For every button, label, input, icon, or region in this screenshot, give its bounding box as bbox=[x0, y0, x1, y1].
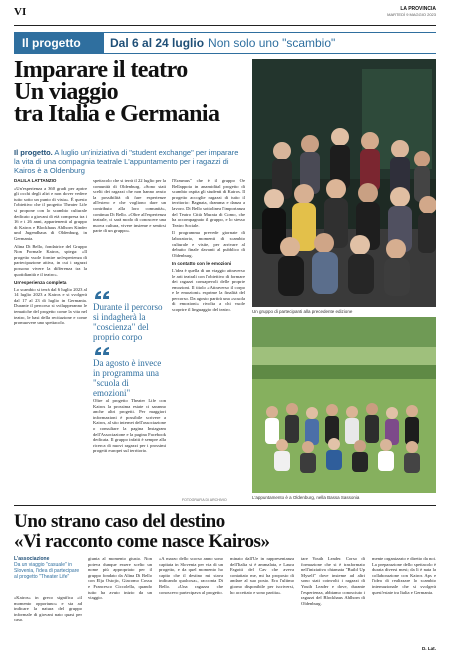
pull-quote-2 bbox=[93, 346, 166, 398]
quote-mark-icon bbox=[93, 290, 111, 300]
subheading: In contatto con le emozioni bbox=[172, 261, 232, 267]
page-header bbox=[14, 6, 436, 24]
main-headline bbox=[14, 59, 244, 125]
headline-line-2: Un viaggio bbox=[14, 79, 119, 105]
header-rule bbox=[14, 25, 436, 26]
second-article-body bbox=[88, 556, 436, 654]
column-5: mente organizzato e diretto da noi. La preparazione dello spettacolo è durata diversi mesi; da lì è nata la collaborazione con Kairos Aps e l'idea di realizzare lo scambio internazionale che si svolgerà quest'estate tra Italia e Germania. bbox=[372, 556, 436, 595]
paragraph: Oltre al progetto Theater Life con Kairos la prossima estate ci saranno anche altri progetti. Per maggiori informazioni è possibile scrivere a Kairos, al sito internet dell'associazione o consultare la pagina Instagram dell'Associazione e la pagina Facebook dedicata. Il gruppo infatti è sempre alla ricerca di nuovi ragazzi per i prossimi progetti europei sul territorio. bbox=[93, 398, 166, 454]
second-kicker-text: Da un viaggio "casuale" in Slovenia, l'idea di partecipare al progetto "Theater Life" bbox=[14, 562, 80, 580]
headline-line-3: tra Italia e Germania bbox=[14, 101, 220, 127]
kicker-lead: Il progetto. bbox=[14, 148, 53, 157]
column-3 bbox=[172, 178, 245, 498]
signature: D. Lat. bbox=[421, 646, 436, 651]
paragraph: Il programma prevede giornate di laboratorio, momenti di scambio culturale e visite, per arrivare al debutto finale davanti al pubblico di Oldenburg. bbox=[172, 230, 245, 258]
masthead bbox=[387, 6, 436, 18]
headline-line-1: Imparare il teatro bbox=[14, 57, 188, 83]
outdoor-photo-image bbox=[252, 317, 436, 493]
byline: DALILA LATTANZIO bbox=[14, 178, 57, 183]
column-2: «A marzo dello scorso anno sono capitata in Slovenia per via di un progetto, e da quel momento ho capito che il destino mi stava indicando qualcosa», racconta Di Bello. «Una ragazza che conoscevo partecipava al progetto. bbox=[159, 556, 223, 595]
pull-quote-1 bbox=[93, 290, 166, 342]
quote-mark-icon bbox=[93, 346, 111, 356]
paragraph: «Un'esperienza a 360 gradi per aprire gli occhi degli altri e non dover vedere tutto sotto un punto di vista». È questo l'obiettivo che il progetto Theater Life si propone con lo scambio culturale dedicato a giovani di età compresa tra i 16 e i 26 anni, appartenenti al gruppo di Kairos e Blockhaus Ahlhorn Kinder und Jugendhaus di Oldenburg, in Germania. bbox=[14, 185, 87, 241]
banner-subtitle: Non solo uno "scambio" bbox=[208, 36, 336, 50]
second-kicker bbox=[14, 556, 82, 580]
paragraph: Lo scambio si terrà dal 6 luglio 2023 al 14 luglio 2023 a Kairos e si svolgerà dal 17 al 23 di luglio in Germania. Durante il percorso si svilupperanno le tematiche del progetto come la vita nel teatro, le basi della recitazione e come promuovere uno spettacolo. bbox=[14, 286, 87, 326]
second-headline bbox=[14, 512, 436, 552]
second-intro: «Kairos» in greco significa «il momento opportuno» e sta ad indicare la natura del gruppo informale di giovani nato quasi per caso. bbox=[14, 595, 82, 623]
pull-quote-text: Durante il percorso si indagherà la "coscienza" del proprio corpo bbox=[93, 302, 163, 342]
pull-quote-text: Da agosto è invece in programma una "scuola di emozioni" bbox=[93, 358, 162, 398]
masthead-title: LA PROVINCIA bbox=[400, 6, 436, 12]
column-1 bbox=[14, 178, 87, 498]
column-2-bottom bbox=[93, 398, 166, 498]
masthead-date: MARTEDÌ 9 MAGGIO 2023 bbox=[387, 12, 436, 17]
photo-credit: FOTOGRAFIA DI ARCHIVIO bbox=[182, 498, 227, 502]
photo-caption: Un gruppo di partecipanti alla precedente edizione bbox=[252, 309, 353, 314]
column-2 bbox=[93, 178, 166, 286]
page-number: VI bbox=[14, 6, 27, 18]
kicker bbox=[14, 148, 244, 175]
article-body bbox=[14, 178, 246, 498]
column-1: giunta al momento giusto. Non poteva dunque essere scelto un nome più appropriato per il gruppo fondato da Alina Di Bello con Elja Ostojic, Giacomo Cossu e Francesco Ciccolella, quando tutto ha avuto inizio da un viaggio. bbox=[88, 556, 152, 601]
kicker-text: A luglio un'iniziativa di "student exchange" per imparare la vita di una compagnia teatrale L'appuntamento per i ragazzi di Kairos è a Oldenburg bbox=[14, 148, 239, 175]
article-divider bbox=[14, 505, 436, 506]
banner-dates: Dal 6 al 24 luglio bbox=[110, 36, 205, 50]
paragraph: l'Erasmus" che è il gruppo Oe Bellappota in anamidital progetto di scambio ospita gli studenti di Kairos. Il progetto accoglie ragazzi di tutto il territorio: Bagnata, dramma e danza a lavoro. Di Bello sottolinea l'importanza del Teatro Città Murata di Como, che ha accompagnato il gruppo, e lo stesso Teatro Sociale. bbox=[172, 178, 245, 228]
second-kicker-title: L'associazione bbox=[14, 556, 50, 562]
photo-caption: L'appuntamento è a Oldenburg, nella Bassa Sassonia bbox=[252, 495, 360, 500]
paragraph: L'idea è quella di un viaggio attraverso le arti teatrali con l'obiettivo di formare dei ragazzi consapevoli delle proprie emozioni. Il titolo «Attraverso il corpo e le emozioni» esprime la finalità del percorso. Da agosto partirà una «scuola di emozioni» rivolta a chi vuole scoprire il linguaggio del teatro. bbox=[172, 267, 245, 313]
column-4: tare Youth Leader. Corso di formazione che si è trasformato nell'iniziativa chiamata "Build Up Myself" dove insieme ad altri sono stati coinvolti i ragazzi di Youth Leader e dove, durante l'esperienza, abbiamo conosciuto i ragazzi del Blockhaus Ahlhorn di Oldenburg. bbox=[301, 556, 365, 606]
section-banner bbox=[14, 32, 436, 54]
column-3: minato dall'Ue in rappresentanza dell'Italia si è ammalata, e Laura Fagotti del Cav che aveva contattato me, mi ha proposto di andare al suo posto. Era l'ultimo giorno disponibile per iscriversi, ho accettato e sono partita». bbox=[230, 556, 294, 595]
second-headline-line-1: Uno strano caso del destino bbox=[14, 511, 225, 532]
paragraph: Alina Di Bello, fondatrice del Gruppo Non Formale Kairos, spiega: «Il progetto vuole fornire un'esperienza di partecipazione attiva, in cui i ragazzi possono vivere la differenza tra la quotidianità e il teatro». bbox=[14, 243, 87, 277]
section-tag: Il progetto bbox=[14, 32, 104, 54]
group-photo-image bbox=[252, 59, 436, 307]
banner-line bbox=[104, 32, 436, 54]
group-photo bbox=[252, 59, 436, 307]
paragraph: spettacolo che si terrà il 22 luglio per la comunità di Oldenburg. «Sono stati scelti dei ragazzi che non hanno avuto la possibilità di fare esperienze all'estero e che vogliono dare un contributo alla loro comunità», continua Di Bello. «Oltre all'esperienza teatrale, ci sarà modo di conoscere una nuova cultura, vivere insieme e sentirsi parte di un gruppo». bbox=[93, 178, 166, 234]
second-headline-line-2: «Vi racconto come nasce Kairos» bbox=[14, 531, 270, 552]
outdoor-photo bbox=[252, 317, 436, 493]
subheading: Un'esperienza completa bbox=[14, 280, 67, 286]
